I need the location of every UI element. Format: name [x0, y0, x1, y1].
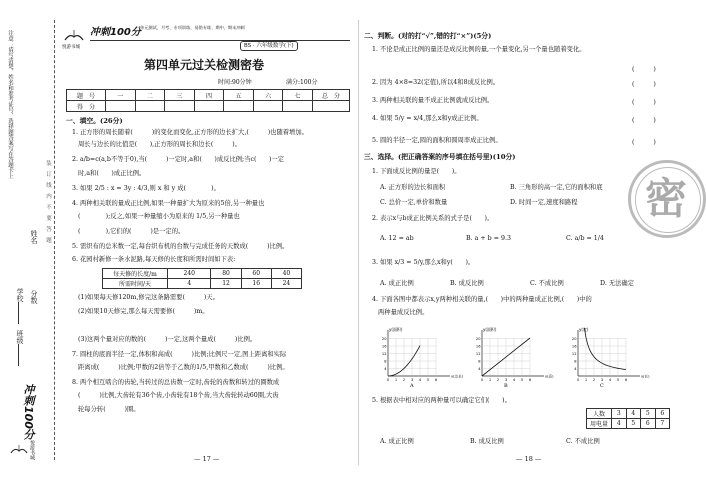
side-brand-name: 悦游书城 — [29, 440, 35, 460]
question-line: (2)如果10天修完,那么每天需要修( )m。 — [78, 308, 209, 315]
choice-item: 2. 表示x与b成正比例关系的式子是( )。 — [372, 215, 494, 222]
road-table-cell: 12 — [211, 279, 241, 289]
chart-curve — [584, 328, 626, 370]
score-table-cell: 总 分 — [313, 90, 350, 101]
chart-y-tick-label: 4 — [478, 367, 481, 371]
question-line: 4. 两种相关联的量成正比例,如果一种量扩大为原来的5倍,另一种量也 — [72, 200, 265, 207]
side-notice: 注意：请写清楚，姓名和准考证号，选择题答案写在答题卡上 — [7, 30, 13, 179]
question-line: 6. 花园村新修一条水泥路,每天修的长度和所需时间如下表: — [72, 256, 236, 263]
road-table-cell: 所需时间/天 — [103, 279, 168, 289]
q5-table-cell: 7 — [655, 419, 670, 429]
q5-table-cell: 6 — [641, 419, 656, 429]
chart-y-tick-label: 20 — [381, 337, 387, 341]
grade-badge: BS · 六年级数学(下) — [240, 41, 298, 51]
score-input-cell[interactable] — [224, 101, 254, 112]
score-table-cell: 五 — [224, 90, 254, 101]
chart-x-tick-label: 2 — [592, 378, 596, 382]
gutter-divider — [358, 20, 359, 465]
score-table-cell: 三 — [165, 90, 195, 101]
road-table-cell: 80 — [211, 269, 241, 279]
q5-table-cell: 4 — [626, 409, 641, 419]
score-table-cell: 题 号 — [67, 90, 106, 101]
side-book-icon — [10, 440, 28, 452]
judge-item: 2. 因为 4×8=32(定值),所以4和8成反比例。 — [372, 79, 500, 86]
class-label: 班级 — [16, 330, 24, 344]
judge-answer-slot[interactable]: ( ) — [632, 139, 656, 146]
question-line: ( );反之,如果一种量缩小为原来的 1/5,另一种量也 — [78, 213, 240, 220]
chart-y-tick-label: 16 — [381, 344, 387, 349]
judge-item: 4. 如果 5/y = x/4,那么x和y成正比例。 — [372, 115, 483, 122]
chart-x-tick-label: 5 — [520, 378, 524, 382]
chart-x-tick-label: 4 — [512, 378, 516, 382]
chart-y-tick-label: 12 — [475, 352, 481, 356]
score-table-score-row — [67, 101, 350, 112]
q5-table-cell: 6 — [655, 409, 670, 419]
chart-x-tick-label: 0 — [480, 378, 484, 382]
brand-book-icon — [64, 28, 84, 44]
left-page-number: — 17 — — [194, 455, 220, 463]
secret-stamp-glyph: 密 — [645, 174, 688, 223]
chart-x-tick-label: 4 — [418, 378, 422, 382]
score-table-cell: 七 — [283, 90, 313, 101]
choice-option[interactable]: D. 时间一定,速度和路程 — [510, 199, 578, 206]
question-line: 8. 两个相互啮合的齿轮,当转过的总齿数一定时,齿轮的齿数和转过的圈数成 — [72, 379, 280, 386]
chart-x-tick-label: 3 — [504, 378, 508, 382]
chart-y-tick-label: 12 — [381, 352, 387, 356]
road-table-cell: 60 — [241, 269, 271, 279]
question-line: 2. a/b=c(a,b不等于0),当( )一定时,a和( )成反比例;当c( )一定 — [72, 156, 285, 163]
chart-y-axis-label: y(宽) — [579, 327, 589, 332]
right-page-number: — 18 — — [516, 455, 542, 463]
chart-c[interactable] — [566, 326, 648, 388]
question-line: ( ),它们的( )是一定的。 — [78, 228, 185, 235]
chart-x-tick-label: 0 — [576, 378, 580, 382]
q5-table-cell: 人数 — [587, 409, 612, 419]
name-label: 姓名 — [30, 230, 38, 244]
road-table-cell: 每天修的长度/m — [103, 269, 168, 279]
judge-item: 5. 圆的半径一定,圆的面积和圆周率成正比例。 — [372, 137, 502, 144]
judge-answer-slot[interactable]: ( ) — [632, 66, 656, 73]
question-line: 周长与边长的比值是( ),正方形的周长和边长( )。 — [78, 141, 241, 148]
choice-option[interactable]: A. 正方形的边长和面积 — [380, 184, 446, 191]
judge-item: 1. 不论是成正比例的量还是成反比例的量,一个量变化,另一个量也随着变化。 — [372, 46, 586, 53]
question-line: 时,a和( )成正比例。 — [78, 170, 146, 177]
chart-y-tick-label: 16 — [475, 344, 481, 349]
chart-y-tick-label: 8 — [478, 359, 481, 364]
question-line: (1)如果每天修120m,修完这条路需要( )天。 — [78, 294, 219, 301]
road-table-cell: 4 — [168, 279, 211, 289]
question-line: 5. 需织布的总米数一定,每台织布机的台数与完成任务的天数成( )比例。 — [72, 243, 289, 250]
question-line: (3)这两个量对应的数的( )一定,这两个量成( )比例。 — [78, 336, 257, 343]
judge-item: 3. 两种相关联的量不成正比例就成反比例。 — [372, 97, 494, 104]
chart-letter: A — [410, 383, 414, 389]
class-line — [18, 344, 19, 366]
choice-option[interactable]: C. 不成比例 — [566, 438, 600, 445]
q5-table-row — [587, 419, 670, 429]
score-table-cell: 二 — [135, 90, 165, 101]
choice-option[interactable]: D. 无法确定 — [600, 280, 635, 287]
question-line: 距离成( )比例;甲数的2倍等于乙数的1/5,甲数和乙数成( )比例。 — [78, 364, 289, 371]
score-label: 分数 — [30, 290, 38, 304]
brand-script: 冲刺100分 — [90, 27, 141, 38]
chart-x-axis-label: x(边长) — [451, 374, 464, 379]
school-line — [18, 302, 19, 324]
section-choice-heading: 三、选择。(把正确答案的序号填在括号里)(10分) — [364, 153, 516, 161]
question-line: 7. 圆柱的底面半径一定,体积和高成( )比例;比例尺一定,图上距离和实际 — [72, 351, 287, 358]
score-limit-label: 满分:100分 — [286, 79, 318, 86]
score-input-cell[interactable] — [165, 101, 195, 112]
choice-option[interactable]: B. a + b = 9.3 — [466, 235, 511, 242]
chart-x-tick-label: 3 — [600, 378, 604, 382]
score-table-cell: 一 — [106, 90, 136, 101]
score-table — [66, 89, 350, 112]
road-table-cell: 24 — [271, 279, 301, 289]
choice-item: 3. 如果 x/3 = 5/y,那么x和y( )。 — [372, 259, 475, 266]
section-fill-heading: 一、填空。(26分) — [66, 117, 123, 125]
side-cut-line — [54, 20, 55, 460]
chart-x-tick-label: 6 — [434, 378, 438, 382]
score-table-header-row — [67, 90, 350, 101]
road-table — [102, 268, 302, 289]
choice-item: 两种量成反比例。 — [378, 309, 429, 316]
chart-x-tick-label: 6 — [528, 378, 532, 382]
school-label: 学校 — [16, 288, 24, 302]
q5-table-row — [587, 409, 670, 419]
chart-x-tick-label: 1 — [394, 378, 398, 382]
secret-stamp — [628, 160, 706, 238]
chart-x-tick-label: 1 — [584, 378, 588, 382]
score-table-cell: 四 — [194, 90, 224, 101]
choice-item: 5. 根据表中相对应的两种量可以确定它们( )。 — [372, 397, 511, 404]
page-title: 第四单元过关检测密卷 — [144, 58, 265, 72]
chart-b[interactable] — [470, 326, 552, 388]
question-line: 轮每分转( )圈。 — [78, 406, 140, 413]
chart-x-tick-label: 5 — [426, 378, 430, 382]
side-cut-label: 装 订 线 内 不 要 答 题 — [45, 160, 51, 243]
chart-x-tick-label: 4 — [608, 378, 612, 382]
chart-x-tick-label: 6 — [624, 378, 628, 382]
choice-option[interactable]: C. a/b = 1/4 — [566, 235, 604, 242]
chart-x-axis-label: x(长) — [641, 374, 650, 379]
chart-x-tick-label: 1 — [488, 378, 492, 382]
brand-name: 悦游书城 — [62, 45, 80, 50]
score-input-cell[interactable] — [313, 101, 350, 112]
chart-y-tick-label: 20 — [571, 337, 577, 341]
score-table-cell: 得 分 — [67, 101, 106, 112]
choice-option[interactable]: C. 总价一定,单价和数量 — [380, 199, 448, 206]
chart-y-tick-label: 4 — [574, 367, 577, 371]
header-blurb: 单元测试、月考、专项训练、易错专练、期中、期末冲刺 — [140, 25, 245, 30]
score-input-cell[interactable] — [194, 101, 224, 112]
q5-table — [586, 408, 670, 429]
chart-y-tick-label: 8 — [384, 359, 387, 364]
chart-letter: C — [600, 383, 604, 389]
choice-option[interactable]: B. 成反比例 — [470, 438, 504, 445]
choice-option[interactable]: A. 12 = ab — [380, 235, 414, 242]
chart-x-tick-label: 3 — [410, 378, 414, 382]
choice-option[interactable]: A. 成正比例 — [380, 438, 414, 445]
judge-answer-slot[interactable]: ( ) — [632, 99, 656, 106]
header-rule — [90, 40, 350, 41]
score-input-cell[interactable] — [253, 101, 283, 112]
q5-table-cell: 5 — [641, 409, 656, 419]
chart-x-tick-label: 5 — [616, 378, 620, 382]
q5-table-cell: 3 — [612, 409, 627, 419]
score-input-cell[interactable] — [283, 101, 313, 112]
chart-y-axis-label: y(面积) — [389, 327, 403, 332]
time-label: 时间:90分钟 — [218, 79, 252, 86]
choice-item: 1. 下面成反比例的量是( )。 — [372, 168, 461, 175]
chart-y-axis-label: y(面积) — [483, 327, 497, 332]
side-panel — [0, 0, 58, 481]
score-input-cell[interactable] — [135, 101, 165, 112]
choice-option[interactable]: B. 成反比例 — [450, 280, 484, 287]
chart-y-tick-label: 8 — [574, 359, 577, 364]
chart-y-tick-label: 16 — [571, 344, 577, 349]
choice-item: 4. 下面各图中都表示x,y两种相关联的量,( )中的两种量成正比例,( )中的 — [372, 296, 592, 303]
q5-table-cell: 5 — [626, 419, 641, 429]
left-header — [60, 22, 350, 52]
question-line: ( )比例,大齿轮有36个齿,小齿轮有18个齿,当大齿轮转动60圈,大齿 — [78, 392, 279, 399]
chart-x-tick-label: 2 — [496, 378, 500, 382]
chart-x-axis-label: x(高) — [545, 374, 554, 379]
chart-x-tick-label: 2 — [402, 378, 406, 382]
judge-answer-slot[interactable]: ( ) — [632, 117, 656, 124]
q5-table-cell: 4 — [612, 419, 627, 429]
chart-y-tick-label: 4 — [384, 367, 387, 371]
chart-x-tick-label: 0 — [386, 378, 390, 382]
question-line: 1. 正方形的周长随着( )的变化而变化,正方形的边长扩大,( )也随着增加。 — [72, 129, 308, 136]
road-table-row — [103, 269, 302, 279]
road-table-cell: 16 — [241, 279, 271, 289]
q5-table-cell: 用电量 — [587, 419, 612, 429]
choice-option[interactable]: C. 不成比例 — [530, 280, 564, 287]
choice-option[interactable]: A. 成正比例 — [380, 280, 414, 287]
choice-option[interactable]: B. 三角形的高一定,它的面积和底 — [510, 184, 603, 191]
section-judge-heading: 二、判断。(对的打“√”,错的打“×”)(5分) — [364, 32, 492, 40]
question-line: 3. 如果 2/5 : x = 3y : 4/3,则 x 和 y 成( )。 — [72, 185, 220, 192]
chart-letter: B — [504, 383, 508, 389]
score-table-cell: 六 — [253, 90, 283, 101]
road-table-cell: 240 — [168, 269, 211, 279]
road-table-row — [103, 279, 302, 289]
chart-y-tick-label: 20 — [475, 337, 481, 341]
chart-a[interactable] — [376, 326, 464, 389]
side-brand-script: 冲刺100分 — [22, 384, 35, 440]
judge-answer-slot[interactable]: ( ) — [632, 81, 656, 88]
score-input-cell[interactable] — [106, 101, 136, 112]
road-table-cell: 40 — [271, 269, 301, 279]
chart-y-tick-label: 12 — [571, 352, 577, 356]
